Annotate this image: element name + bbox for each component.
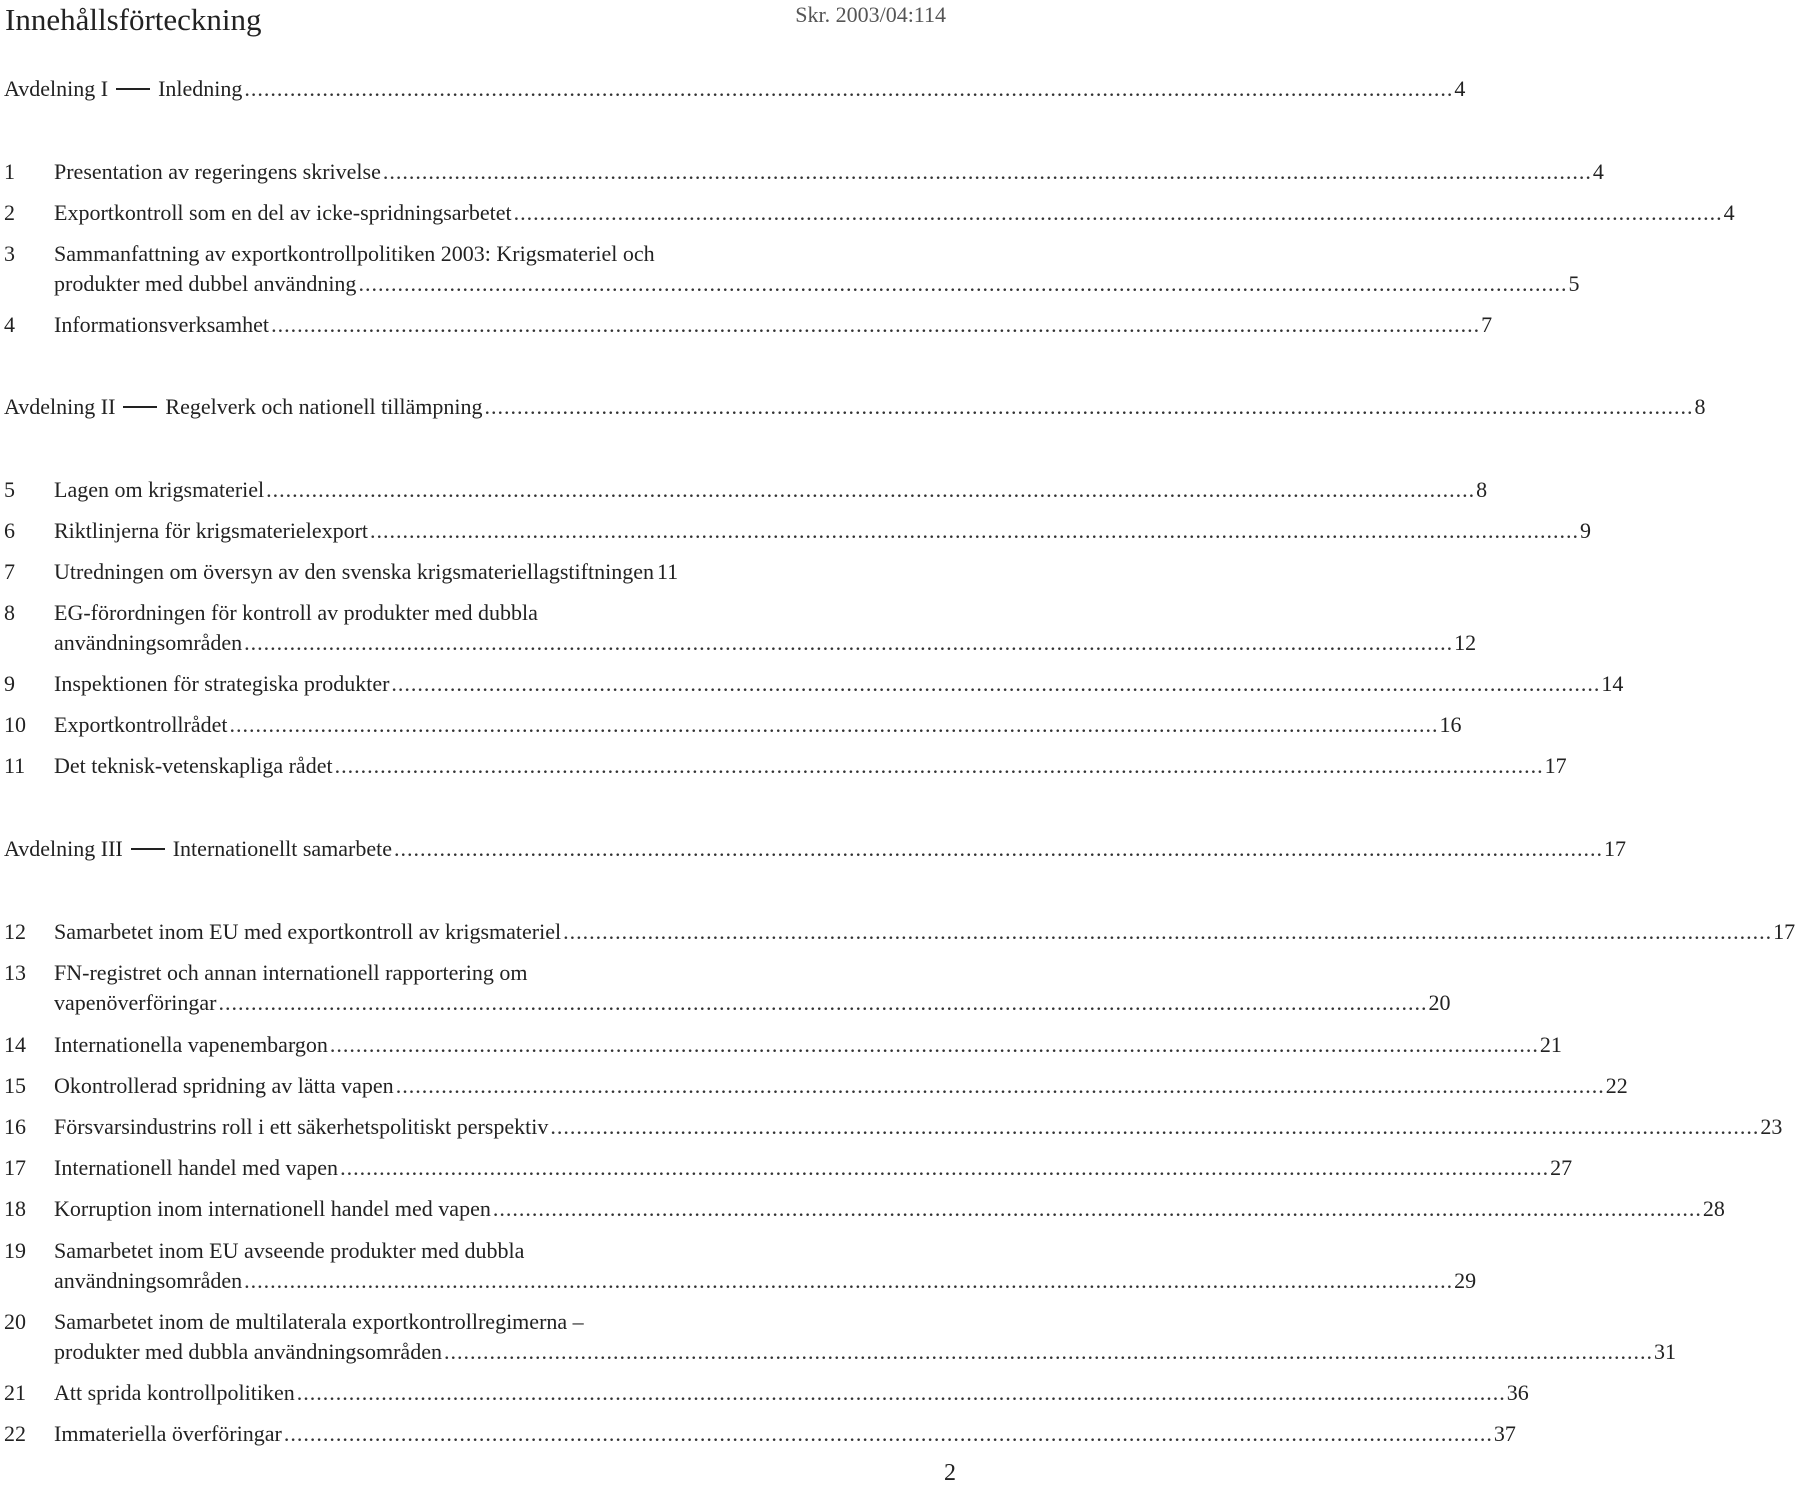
em-dash-separator	[123, 406, 157, 408]
dot-leader: ..........................................................................................................................................................................................	[218, 990, 1428, 1015]
toc-page-number: 7	[1481, 312, 1493, 337]
toc-section-title	[4, 392, 483, 422]
toc-entry-title: Samarbetet inom EU med exportkontroll av krigsmateriel	[54, 919, 562, 944]
toc-entry-number: 17	[4, 1155, 26, 1180]
page-header	[0, 0, 960, 40]
toc-page-number: 21	[1539, 1032, 1562, 1057]
toc-entry-number: 1	[4, 159, 15, 184]
section-part-title: Regelverk och nationell tillämpning	[165, 394, 483, 419]
dot-leader: ..........................................................................................................................................................................................	[443, 1339, 1653, 1364]
dot-leader: ..........................................................................................................................................................................................	[244, 76, 1454, 101]
toc-entry-title: Okontrollerad spridning av lätta vapen	[54, 1073, 394, 1098]
toc-entry-title: Lagen om krigsmateriel	[54, 477, 265, 502]
dot-leader: ..........................................................................................................................................................................................	[563, 919, 1773, 944]
dot-leader: ..........................................................................................................................................................................................	[358, 271, 1568, 296]
toc-entry-title: användningsområden	[54, 1268, 243, 1293]
toc-page-number: 29	[1454, 1268, 1477, 1293]
dot-leader: ..........................................................................................................................................................................................	[492, 1196, 1702, 1221]
toc-entry-number: 15	[4, 1073, 26, 1098]
dot-leader: ..........................................................................................................................................................................................	[370, 518, 1580, 543]
toc-entry-title: Det teknisk-vetenskapliga rådet	[54, 753, 333, 778]
toc-entry-title-line: FN-registret och annan internationell rapportering om	[54, 960, 528, 985]
em-dash-separator	[116, 88, 150, 90]
toc-entry-title: Internationell handel med vapen	[54, 1155, 339, 1180]
toc-entry-number: 3	[4, 241, 15, 266]
section-part-label: Avdelning II	[4, 394, 116, 419]
toc-entry-number: 18	[4, 1196, 26, 1221]
toc-entry-title: Informationsverksamhet	[54, 312, 270, 337]
toc-entry-title: Exportkontroll som en del av icke-spridningsarbetet	[54, 200, 512, 225]
dot-leader: ..........................................................................................................................................................................................	[382, 159, 1592, 184]
toc-entry-number: 11	[4, 753, 26, 778]
toc-entry-title: Presentation av regeringens skrivelse	[54, 159, 381, 184]
toc-page-number: 37	[1493, 1421, 1516, 1446]
toc-page-number: 31	[1653, 1339, 1676, 1364]
dot-leader: ..........................................................................................................................................................................................	[271, 312, 1481, 337]
toc-page-number: 14	[1601, 671, 1624, 696]
toc-entry-title-line: Samarbetet inom EU avseende produkter med dubbla	[54, 1238, 525, 1263]
toc-entry-title: Riktlinjerna för krigsmaterielexport	[54, 518, 369, 543]
toc-page-number: 17	[1604, 836, 1627, 861]
toc-entry-number: 16	[4, 1114, 26, 1139]
toc-entry-number: 10	[4, 712, 26, 737]
toc-entry-title: produkter med dubbel användning	[54, 271, 357, 296]
em-dash-separator	[131, 848, 165, 850]
toc-entry-number: 14	[4, 1032, 26, 1057]
toc-page-number: 16	[1439, 712, 1462, 737]
section-part-label: Avdelning I	[4, 76, 109, 101]
toc-page-number: 17	[1773, 919, 1795, 944]
dot-leader: ..........................................................................................................................................................................................	[550, 1114, 1760, 1139]
dot-leader: ..........................................................................................................................................................................................	[244, 630, 1454, 655]
toc-entry-title: Inspektionen för strategiska produkter	[54, 671, 390, 696]
toc-entry-title: Immateriella överföringar	[54, 1421, 282, 1446]
toc-page-number: 20	[1428, 990, 1451, 1015]
toc-entry-number: 7	[4, 559, 15, 584]
section-part-label: Avdelning III	[4, 836, 123, 861]
toc-entry-title: Försvarsindustrins roll i ett säkerhetspolitiskt perspektiv	[54, 1114, 549, 1139]
section-part-title: Inledning	[158, 76, 243, 101]
toc-page-number: 27	[1550, 1155, 1573, 1180]
toc-entry-title: Internationella vapenembargon	[54, 1032, 328, 1057]
toc-entry-title: produkter med dubbla användningsområden	[54, 1339, 442, 1364]
toc-page-number: 8	[1694, 394, 1706, 419]
toc-page-number: 9	[1580, 518, 1592, 543]
toc-page-number: 4	[1592, 159, 1604, 184]
toc-entry-number: 9	[4, 671, 15, 696]
toc-entry-number: 12	[4, 919, 26, 944]
toc-entry-number: 8	[4, 600, 15, 625]
dot-leader: ..........................................................................................................................................................................................	[296, 1380, 1506, 1405]
toc-page-number: 17	[1544, 753, 1567, 778]
document-title: Innehållsförteckning	[5, 2, 262, 37]
toc-page-number: 11	[656, 559, 679, 584]
toc-page-number: 5	[1568, 271, 1580, 296]
toc-page-number: 36	[1506, 1380, 1529, 1405]
dot-leader: ..........................................................................................................................................................................................	[334, 753, 1544, 778]
toc-entry-number: 21	[4, 1380, 26, 1405]
dot-leader: ..........................................................................................................................................................................................	[391, 671, 1601, 696]
toc-entry-number: 2	[4, 200, 15, 225]
section-part-title: Internationellt samarbete	[172, 836, 393, 861]
toc-entry-title-line: Sammanfattning av exportkontrollpolitiken 2003: Krigsmateriel och	[54, 241, 655, 266]
dot-leader: ..........................................................................................................................................................................................	[340, 1155, 1550, 1180]
toc-entry-title: användningsområden	[54, 630, 243, 655]
toc-page-number: 12	[1454, 630, 1477, 655]
dot-leader: ..........................................................................................................................................................................................	[484, 394, 1694, 419]
toc-entry-title-line: EG-förordningen för kontroll av produkter med dubbla	[54, 600, 538, 625]
dot-leader: ..........................................................................................................................................................................................	[283, 1421, 1493, 1446]
toc-page-number: 22	[1605, 1073, 1628, 1098]
toc-section-title	[4, 834, 392, 864]
toc-page-number: 4	[1454, 76, 1466, 101]
toc-page-number: 23	[1760, 1114, 1783, 1139]
toc-entry-number: 19	[4, 1238, 26, 1263]
toc-entry-title: Utredningen om översyn av den svenska krigsmateriellagstiftningen	[54, 559, 654, 584]
toc-entry-title: vapenöverföringar	[54, 990, 217, 1015]
toc-entry-title: Korruption inom internationell handel med vapen	[54, 1196, 491, 1221]
dot-leader: ..........................................................................................................................................................................................	[513, 200, 1723, 225]
dot-leader: ..........................................................................................................................................................................................	[229, 712, 1439, 737]
toc-entry-number: 22	[4, 1421, 26, 1446]
toc-entry-title: Exportkontrollrådet	[54, 712, 228, 737]
toc-entry-number: 13	[4, 960, 26, 985]
dot-leader: ..........................................................................................................................................................................................	[394, 836, 1604, 861]
dot-leader: ..........................................................................................................................................................................................	[244, 1268, 1454, 1293]
toc-page-number: 28	[1702, 1196, 1725, 1221]
document-reference: Skr. 2003/04:114	[795, 2, 946, 27]
toc-section-title	[4, 74, 242, 104]
toc-entry-number: 5	[4, 477, 15, 502]
toc-page-number: 4	[1723, 200, 1735, 225]
toc-entry-title: Att sprida kontrollpolitiken	[54, 1380, 295, 1405]
toc-page-number: 8	[1476, 477, 1488, 502]
dot-leader: ..........................................................................................................................................................................................	[329, 1032, 1539, 1057]
toc-entry-number: 6	[4, 518, 15, 543]
toc-entry-number: 4	[4, 312, 15, 337]
dot-leader: ..........................................................................................................................................................................................	[266, 477, 1476, 502]
page-number: 2	[944, 1460, 956, 1486]
toc-entry-number: 20	[4, 1309, 26, 1334]
toc-entry-title-line: Samarbetet inom de multilaterala exportkontrollregimerna –	[54, 1309, 584, 1334]
dot-leader: ..........................................................................................................................................................................................	[395, 1073, 1605, 1098]
